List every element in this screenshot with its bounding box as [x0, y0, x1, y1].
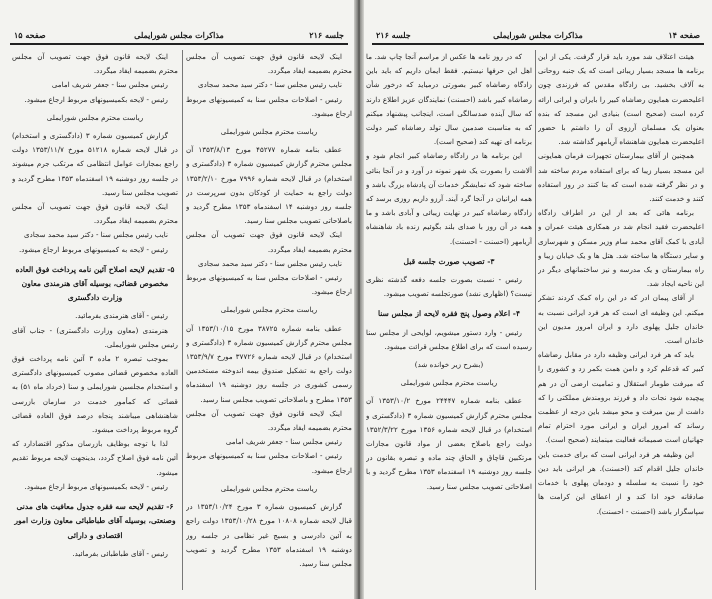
page-right	[362, 0, 712, 599]
text-column	[366, 50, 532, 595]
text-column	[538, 50, 704, 595]
paragraph: رئیس مجلس سنا - جعفر شریف امامی	[51, 80, 168, 90]
paragraph: برنامه هائی که بعد از این در اطراف زادگاه اعلیحضرت فقید انجام شد در همکاری هیئت عمران و آبادی با کمک آقای محمد سام وزیر مسکن و شهرسازی و سایر دستگاه ها ساخته شد. هتل ها و یک خیابان زیبا و راه بیمارستان و یک مدرسه و نیز ساختمانهای دیگر در این ناحیه ایجاد شد.	[538, 208, 704, 289]
paragraph: این وظیفه هر فرد ایرانی است که برای خدمت باین خاندان جلیل اقدام کند (احسنت). هر ایرانی باید دین خود را نسبت به سلسله و دودمان پهلوی با خدمات صادقانه خود ادا کند و از اعطای این کرامت ها سپاسگزار باشد (احسنت - احسنت).	[538, 449, 704, 516]
paragraph: همچنین از آقای بیمارستان تجهیزات فرمان همایونی این مسجد بسیار زیبا که برای استفاده مردم ساخته شد و در نظر گرفته شده است که بنا کنند در روز استفاده کنند و خدمت کنند.	[538, 151, 704, 204]
paragraph: رئیس مجلس سنا - جعفر شریف امامی	[225, 437, 342, 447]
section-heading: ۶- تقدیم لایحه سه فقره جدول معافیت های مدنی وصنعتی، بوسیله آقای طباطبائی معاون وزارت امور اقتصادی و دارائی	[14, 502, 176, 540]
paragraph: اینک لایحه قانون فوق جهت تصویب آن مجلس محترم بضمیمه ایفاد میگردد.	[186, 408, 352, 433]
paragraph: نایب رئیس مجلس سنا - دکتر سید محمد سجادی	[198, 80, 342, 90]
paragraph: رئیس - نسبت بصورت جلسه دفعه گذشته نظری نیست؟ (اظهاری نشد) صورتجلسه تصویب میشود.	[366, 275, 532, 299]
paragraph: عطف بنامه شماره ۴۵۲۷۷ مورخ ۱۳۵۳/۸/۱۳ آن مجلس محترم گزارش کمیسیون شماره ۳ (دادگستری و استخدام) در قبال لایحه شماره ۷۹۹۶ مورخ ۱۳۵۳/۲/۱۰ دولت راجع به حمایت از کودکان بدون سرپرست در جلسه روز دوشنبه ۱۴ اسفندماه ۱۳۵۳ مطرح گردید و باصلاحاتی تصویب مجلس سنا رسید.	[186, 145, 352, 226]
letter-salutation: ریاست محترم مجلس شورایملی	[220, 127, 318, 137]
text-column	[12, 50, 178, 595]
page-header	[372, 29, 704, 45]
session-number: جلسه ۲۱۶	[376, 30, 411, 40]
paragraph: گزارش کمیسیون شماره ۳ مورخ ۱۳۵۳/۱۰/۲۴ در قبال لایحه شماره ۱۰۸۰۸ مورخ ۱۳۵۳/۱۰/۲۸ دولت راجع به آئین دادرسی و بسیج غیر نظامی در جلسه روز دوشنبه ۱۹ اسفندماه ۱۳۵۳ مطرح گردید و تصویب مجلس سنا رسید.	[186, 502, 352, 568]
book-gutter	[354, 0, 364, 599]
page-header	[10, 29, 348, 45]
session-number: جلسه ۲۱۶	[309, 30, 344, 40]
letter-salutation: ریاست محترم مجلس شورایملی	[220, 305, 318, 315]
letter-salutation: ریاست محترم مجلس شورایملی	[400, 378, 498, 388]
letter-salutation: (بشرح زیر خوانده شد)	[414, 360, 484, 370]
section-heading: ۵- تقدیم لایحه اصلاح آئین نامه پرداخت فوق العاده مخصوص قضائی، بوسیله آقای هنرمندی معاون وزارت دادگستری	[15, 264, 175, 303]
section-heading: ۴- اعلام وصول پنج فقره لایحه از مجلس سنا	[377, 309, 521, 319]
paragraph: که در روز نامه ها عکس از مراسم آنجا چاپ شد. ما اهل این حرفها نیستیم. فقط ایمان داریم که باید باین زادگاه رضاشاه کبیر بصورتی درمیاید که درخور شأن رضاشاه کبیر باشد (احسنت) نمایندگان عزیز اطلاع دارند که سال آینده صدسالگی است، اینجانب پیشنهاد میکنم که به مناسبت صدمین سال تولد رضاشاه کبیر دولت برنامه ای تهیه کند (صحیح است).	[366, 52, 532, 147]
paragraph: نایب رئیس مجلس سنا - دکتر سید محمد سجادی	[198, 258, 342, 268]
paragraph: عطف بنامه شماره ۳۸۷۲۵ مورخ ۱۳۵۳/۱۰/۱۵ آن مجلس محترم گزارش کمیسیون شماره ۳ (دادگستری و استخدام) در قبال لایحه شماره ۳۷۷۲۶ مورخ ۱۳۵۳/۹/۷ دولت راجع به تشکیل صندوق بیمه اندوخته مستخدمین رسمی کشوری در جلسه روز دوشنبه ۱۹ اسفندماه ۱۳۵۳ مطرح و باصلاحاتی تصویب مجلس سنا رسید.	[186, 323, 352, 404]
paragraph: رئیس - لایحه بکمیسیونهای مربوط ارجاع میشود.	[24, 94, 168, 104]
paragraph: بموجب تبصره ۲ ماده ۳ آئین نامه پرداخت فوق العاده مخصوص قضائی مصوب کمیسیونهای دادگستری و استخدام مجلسین شورایملی و سنا (خرداد ماه ۵۱) به قضاتی که کمأمور خدمت در سازمان بازرسی شاهنشاهی میباشند پنجاه درصد فوق العاده قضائی گروه مربوط پرداخت میشود.	[12, 354, 178, 435]
paragraph: باید که هر فرد ایرانی وظیفه دارد در مقابل رضاشاه کبیر که قدعلم کرد و دامن همت بکمر زد و کشوری را که میرفت طومار استقلال و تمامیت ارضی آن در هم پیچیده شود نجات داد و فرزند برومندش مملکتی را که داشت از بین میرفت و محو میشد باین درجه از عظمت رساند که امروز ایران و ایرانی مورد احترام تمام جهانیان است صمیمانه فعالیت مینمایند (صحیح است).	[538, 350, 704, 445]
text-column	[186, 50, 352, 595]
paragraph: گزارش کمیسیون شماره ۳ (دادگستری و استخدام) در قبال لایحه شماره ۵۱۲۱۸ مورخ ۱۳۵۳/۱۱/۷ دولت راجع بمجازات عوامل انتظامی که مرتکب جرم میشوند در جلسه روز دوشنبه ۱۹ اسفندماه ۱۳۵۳ مطرح گردید و تصویب مجلس سنا رسید.	[12, 131, 178, 197]
paragraph: از آقای پیمان ادر که در این راه کمک کردند تشکر میکنم. این وظیفه ای است که هر فرد ایرانی نسبت به خاندان جلیل پهلوی دارد و ایران امروز مدیون این خاندان است.	[538, 293, 704, 346]
running-title: مذاکرات مجلس شورایملی	[493, 30, 583, 40]
paragraph: رئیس - اصلاحات مجلس سنا به کمیسیونهای مربوط ارجاع میشود.	[186, 273, 352, 297]
section-heading: ۳- تصویب صورت جلسه قبل	[403, 256, 495, 266]
running-title: مذاکرات مجلس شورایملی	[134, 30, 224, 40]
paragraph: این برنامه ها در زادگاه رضاشاه کبیر انجام شود و آلاشت را بصورت یک شهر نمونه در آورد و در آنجا بنائی ساخته شود که نمایشگر خدمات آن پادشاه بزرگ باشد و همه ایرانیان در آنجا گرد آیند. آرزو داریم روزی برسد که زادگاه رضاشاه کبیر در نهایت زیبائی و آبادی باشد و ما همه در آن روز با صدای بلند بگوئیم زنده باد شاهنشاه آریامهر (احسنت - احسنت).	[366, 151, 532, 246]
paragraph: رئیس - آقای هنرمندی بفرمائید.	[75, 311, 168, 321]
paragraph: نایب رئیس مجلس سنا - دکتر سید محمد سجادی	[24, 230, 168, 240]
letter-salutation: ریاست محترم مجلس شورایملی	[220, 483, 318, 493]
paragraph: رئیس - اصلاحات مجلس سنا به کمیسیونهای مربوط ارجاع میشود.	[186, 451, 352, 475]
page-number: صفحه ۱۵	[14, 30, 46, 40]
paragraph: هنرمندی (معاون وزارت دادگستری) - جناب آقای رئیس مجلس شورایملی.	[12, 325, 178, 349]
paragraph: اینک لایحه قانون فوق جهت تصویب آن مجلس محترم بضمیمه ایفاد میگردد.	[186, 52, 352, 76]
paragraph: اینک لایحه قانون فوق جهت تصویب آن مجلس محترم بضمیمه ایفاد میگردد.	[12, 202, 178, 226]
paragraph: رئیس - وارد دستور میشویم، لوایحی از مجلس سنا رسیده است که برای اطلاع مجلس قرائت میشود.	[366, 327, 532, 351]
paragraph: رئیس - لایحه بکمیسیونهای مربوط ارجاع میشود.	[24, 481, 168, 491]
paragraph: اینک لایحه قانون فوق جهت تصویب آن مجلس محترم بضمیمه ایفاد میگردد.	[12, 52, 178, 76]
column-divider	[182, 50, 183, 590]
letter-salutation: ریاست محترم مجلس شورایملی	[46, 112, 144, 122]
paragraph: عطف بنامه شماره ۲۴۴۴۷ مورخ ۱۳۵۳/۱۰/۲ آن مجلس محترم گزارش کمیسیون شماره ۳ (دادگستری و استخدام) در قبال لایحه شماره ۱۳۵۶ مورخ ۱۳۵۲/۳/۲۲ دولت راجع باصلاح بعضی از مواد قانون مجازات مرتکبین قاچاق و الحاق چند ماده و تبصره بقانون در جلسه روز دوشنبه ۱۹ اسفندماه ۱۳۵۳ مطرح گردید و با اصلاحاتی تصویب مجلس سنا رسید.	[366, 396, 532, 491]
paragraph: رئیس - لایحه به کمیسیونهای مربوط ارجاع میشود.	[18, 244, 168, 254]
paragraph: هیئت اعتلاف شد مورد باید قرار گرفت. یکی از این برنامه ها مسجد بسیار زیبائی است که یک جنبه روحانی به آلاف بخشید. بی زادگاه مقدس که فرزندی چون اعلیحضرت همایون رضاشاه کبیر را بایران و ایرانی ارائه کرده است (صحیح است) بنیادی این مسجد که بنده بعنوان یک مسلمان آرزوی آن را داشتم با حضور اعلیحضرت همایون شاهنشاه آریامهر گذاشته شد.	[538, 52, 704, 147]
column-divider	[535, 50, 536, 590]
page-number: صفحه ۱۴	[668, 30, 700, 40]
paragraph: لذا با توجه بوظایف بازرسان مذکور اقتضادارد که آئین نامه فوق اصلاح گردد، بدینجهت لایحه مربوط تقدیم میشود.	[12, 439, 178, 477]
paragraph: رئیس - اصلاحات مجلس سنا به کمیسیونهای مربوط ارجاع میشود.	[186, 94, 352, 118]
paragraph: رئیس - آقای طباطبائی بفرمائید.	[72, 548, 168, 558]
paragraph: اینک لایحه قانون فوق جهت تصویب آن مجلس محترم بضمیمه ایفاد میگردد.	[186, 230, 352, 254]
